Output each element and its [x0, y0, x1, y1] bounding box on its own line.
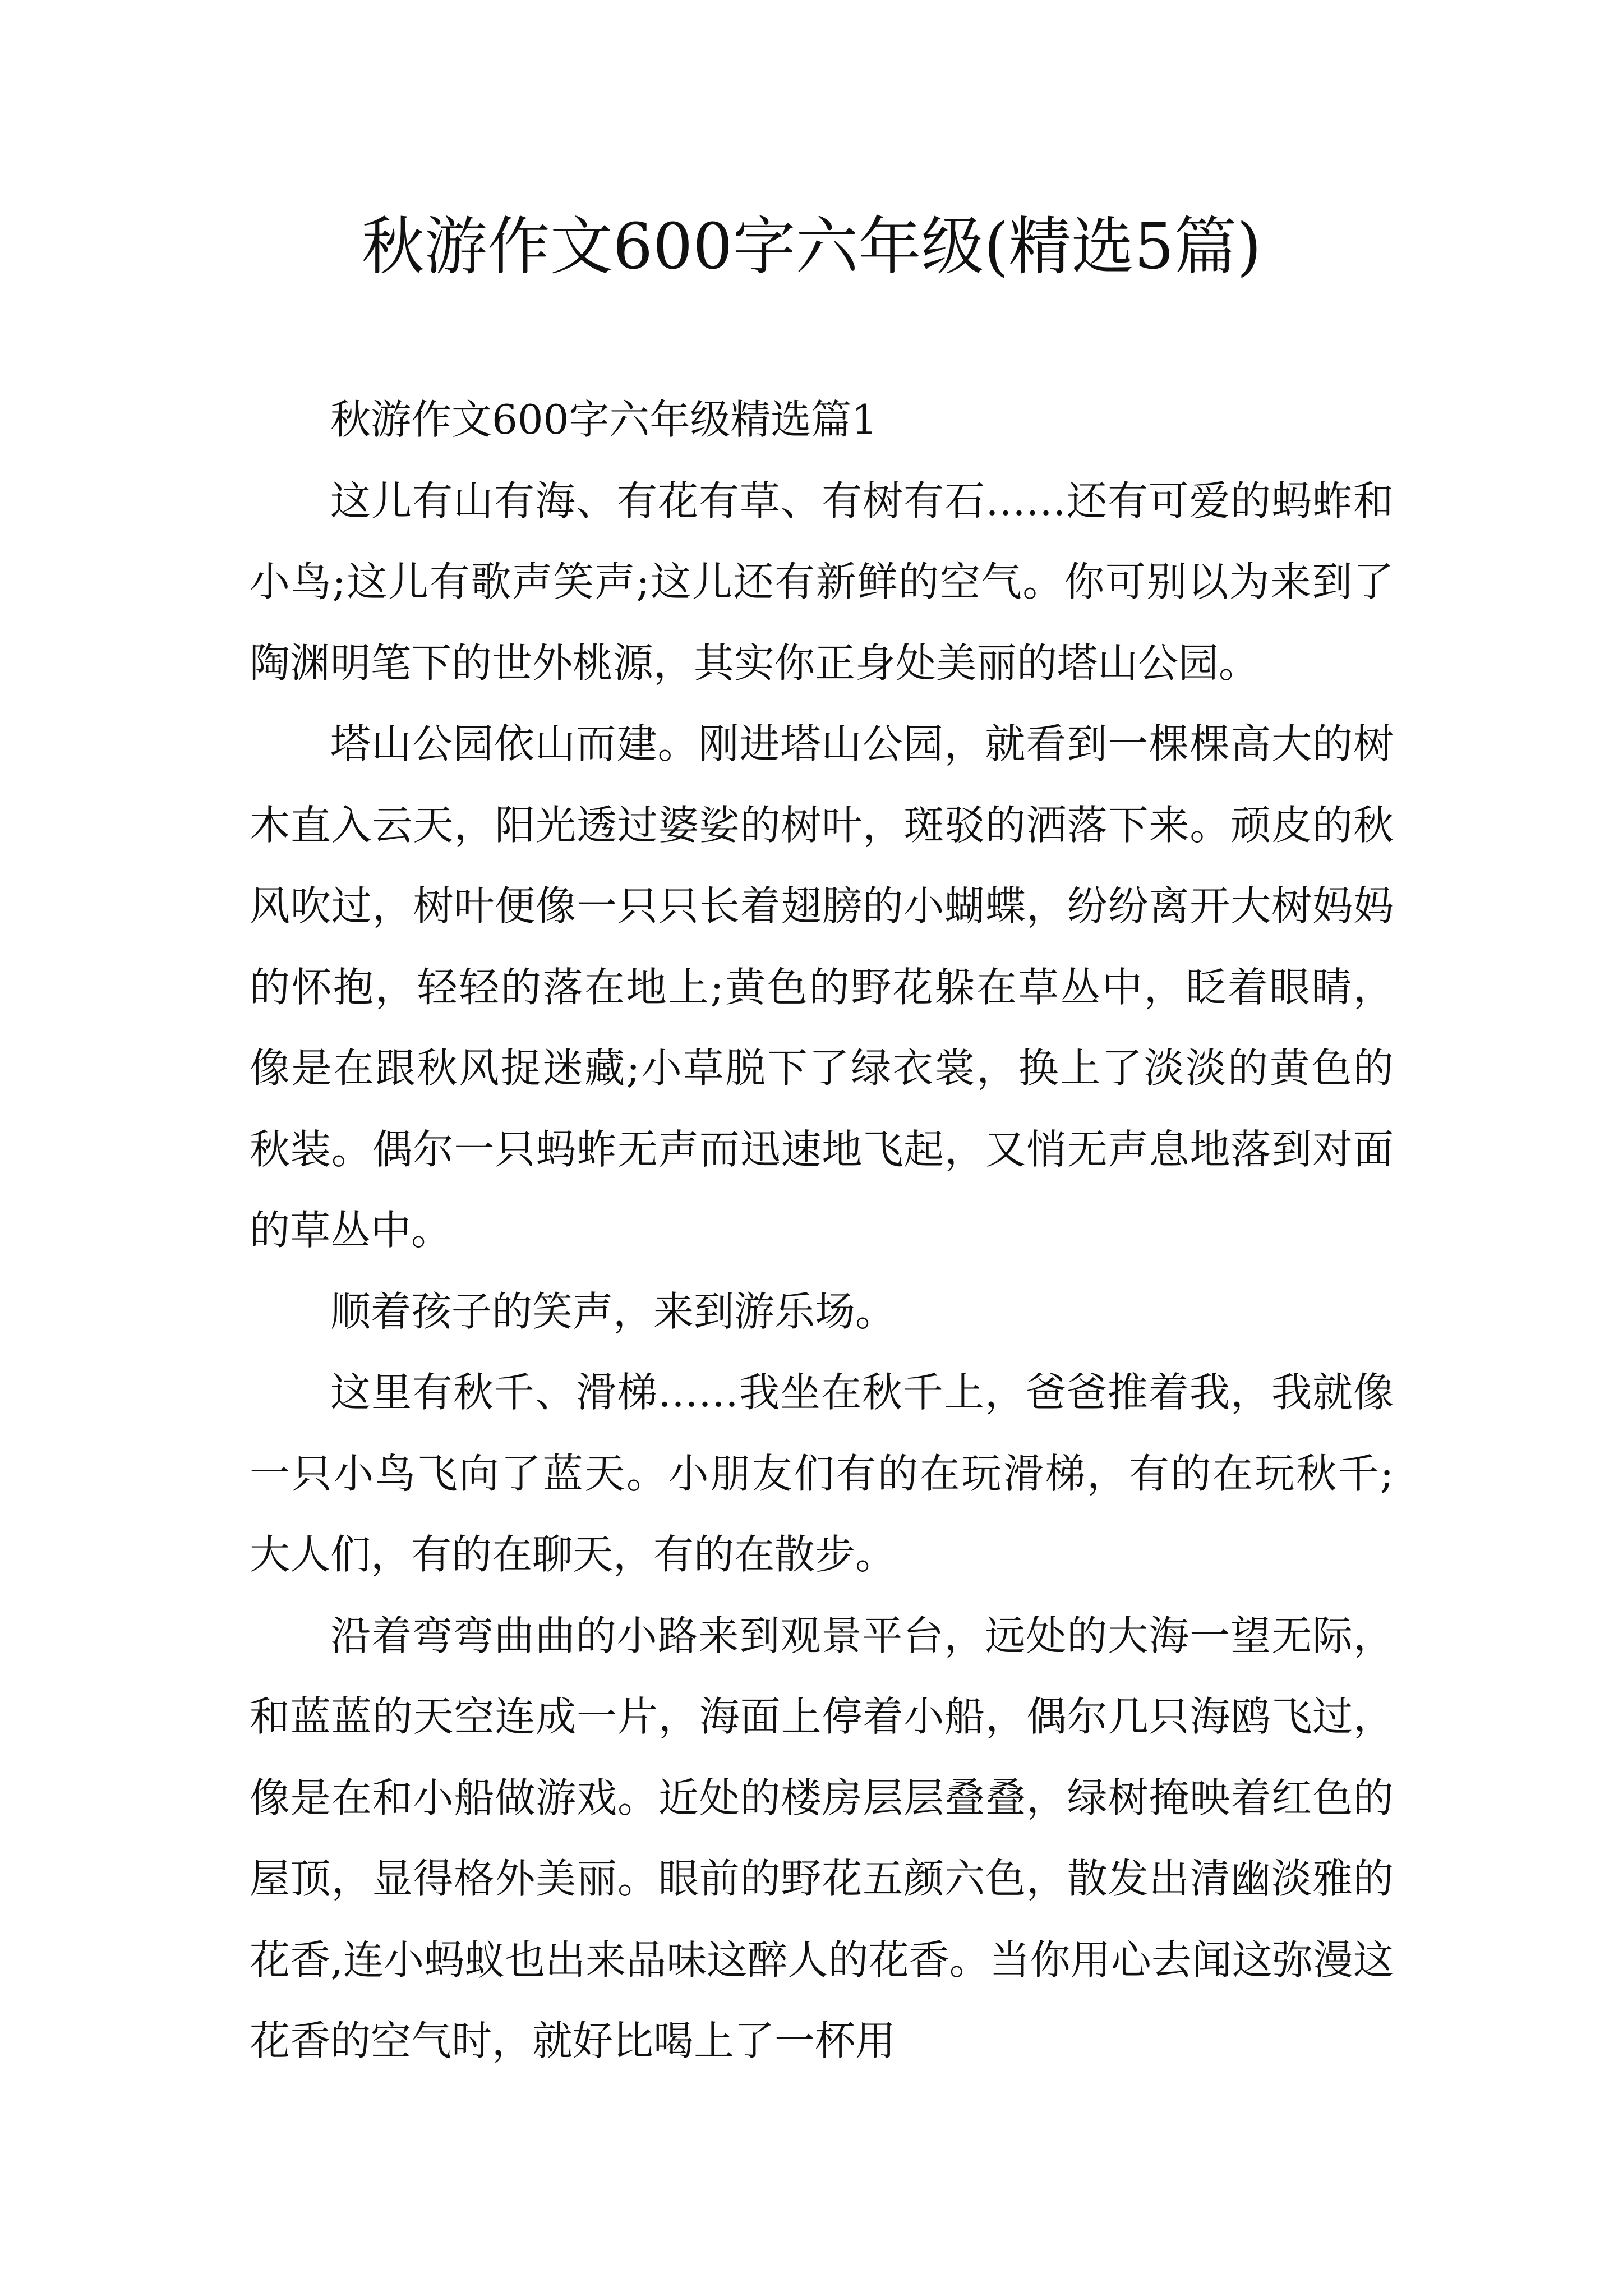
paragraph: 沿着弯弯曲曲的小路来到观景平台，远处的大海一望无际，和蓝蓝的天空连成一片，海面上停着小船，偶尔几只海鸥飞过，像是在和小船做游戏。近处的楼房层层叠叠，绿树掩映着红色的屋顶，显得格外美丽。眼前的野花五颜六色，散发出清幽淡雅的花香,连小蚂蚁也出来品味这醉人的花香。当你用心去闻这弥漫这花香的空气时，就好比喝上了一杯用 — [250, 1612, 1394, 2064]
paragraph: 这儿有山有海、有花有草、有树有石……还有可爱的蚂蚱和小鸟;这儿有歌声笑声;这儿还有新鲜的空气。你可别以为来到了陶渊明笔下的世外桃源，其实你正身处美丽的塔山公园。 — [250, 477, 1394, 687]
document-title: 秋游作文600字六年级(精选5篇) — [361, 210, 1262, 283]
paragraph: 塔山公园依山而建。刚进塔山公园，就看到一棵棵高大的树木直入云天，阳光透过婆娑的树叶，斑驳的洒落下来。顽皮的秋风吹过，树叶便像一只只长着翅膀的小蝴蝶，纷纷离开大树妈妈的怀抱，轻轻的落在地上;黄色的野花躲在草丛中，眨着眼睛，像是在跟秋风捉迷藏;小草脱下了绿衣裳，换上了淡淡的黄色的秋装。偶尔一只蚂蚱无声而迅速地飞起，又悄无声息地落到对面的草丛中。 — [250, 720, 1394, 1254]
paragraph: 这里有秋千、滑梯……我坐在秋千上，爸爸推着我，我就像一只小鸟飞向了蓝天。小朋友们有的在玩滑梯，有的在玩秋千;大人们，有的在聊天，有的在散步。 — [250, 1369, 1394, 1578]
paragraph: 顺着孩子的笑声，来到游乐场。 — [330, 1287, 896, 1335]
section-heading: 秋游作文600字六年级精选篇1 — [330, 396, 878, 443]
document-body — [250, 379, 1394, 2082]
